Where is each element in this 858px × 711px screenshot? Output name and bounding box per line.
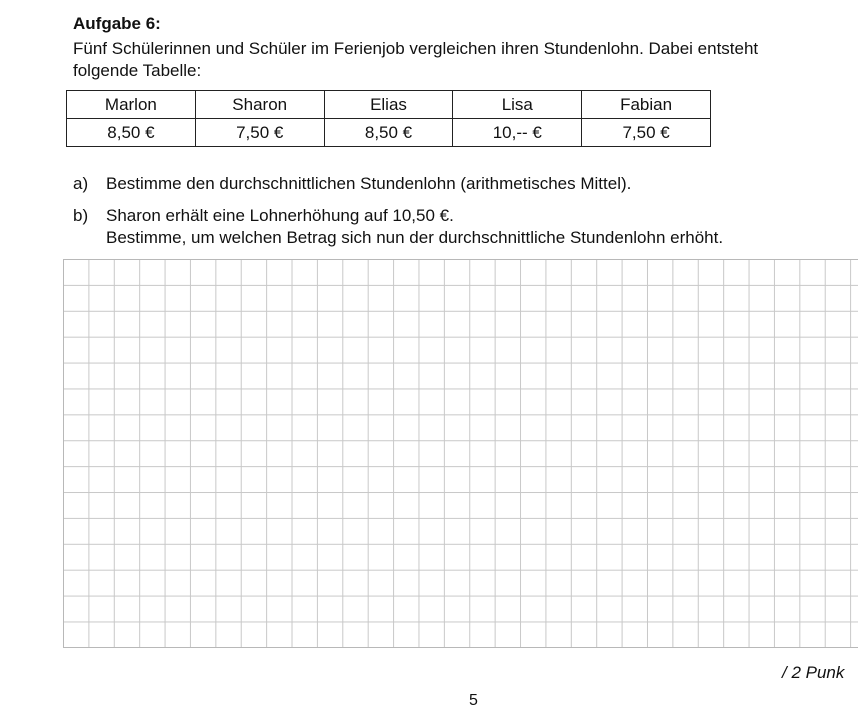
wage-table-value-cell: 7,50 € bbox=[582, 119, 711, 147]
wage-table-value-cell: 7,50 € bbox=[195, 119, 324, 147]
task-intro-line-2: folgende Tabelle: bbox=[73, 61, 202, 80]
wage-table-name-cell: Fabian bbox=[582, 91, 711, 119]
subtask-a bbox=[73, 173, 631, 195]
subtask-b-marker: b) bbox=[73, 206, 89, 225]
subtask-b-text-line-2: Bestimme, um welchen Betrag sich nun der durchschnittliche Stundenlohn erhöht. bbox=[106, 228, 724, 247]
answer-grid[interactable] bbox=[63, 259, 858, 648]
subtask-b-text-line-1: Sharon erhält eine Lohnerhöhung auf 10,50 €. bbox=[106, 206, 454, 225]
wage-table bbox=[66, 90, 711, 147]
wage-table-value-cell: 8,50 € bbox=[324, 119, 453, 147]
subtask-a-text: Bestimme den durchschnittlichen Stundenlohn (arithmetisches Mittel). bbox=[106, 174, 632, 193]
wage-table-value-cell: 8,50 € bbox=[67, 119, 196, 147]
subtask-b bbox=[73, 205, 723, 249]
task-intro-line-1: Fünf Schülerinnen und Schüler im Ferienjob vergleichen ihren Stundenlohn. Dabei entsteht bbox=[73, 39, 759, 58]
points-label: / 2 Punk bbox=[782, 663, 845, 682]
wage-table-value-cell: 10,-- € bbox=[453, 119, 582, 147]
wage-table-name-cell: Elias bbox=[324, 91, 453, 119]
task-title: Aufgabe 6: bbox=[73, 14, 161, 33]
wage-table-value-row bbox=[67, 119, 711, 147]
page-number: 5 bbox=[469, 692, 478, 709]
wage-table-name-cell: Marlon bbox=[67, 91, 196, 119]
wage-table-name-cell: Lisa bbox=[453, 91, 582, 119]
task-intro bbox=[73, 38, 758, 82]
wage-table-header-row bbox=[67, 91, 711, 119]
subtask-a-marker: a) bbox=[73, 174, 89, 193]
wage-table-name-cell: Sharon bbox=[195, 91, 324, 119]
